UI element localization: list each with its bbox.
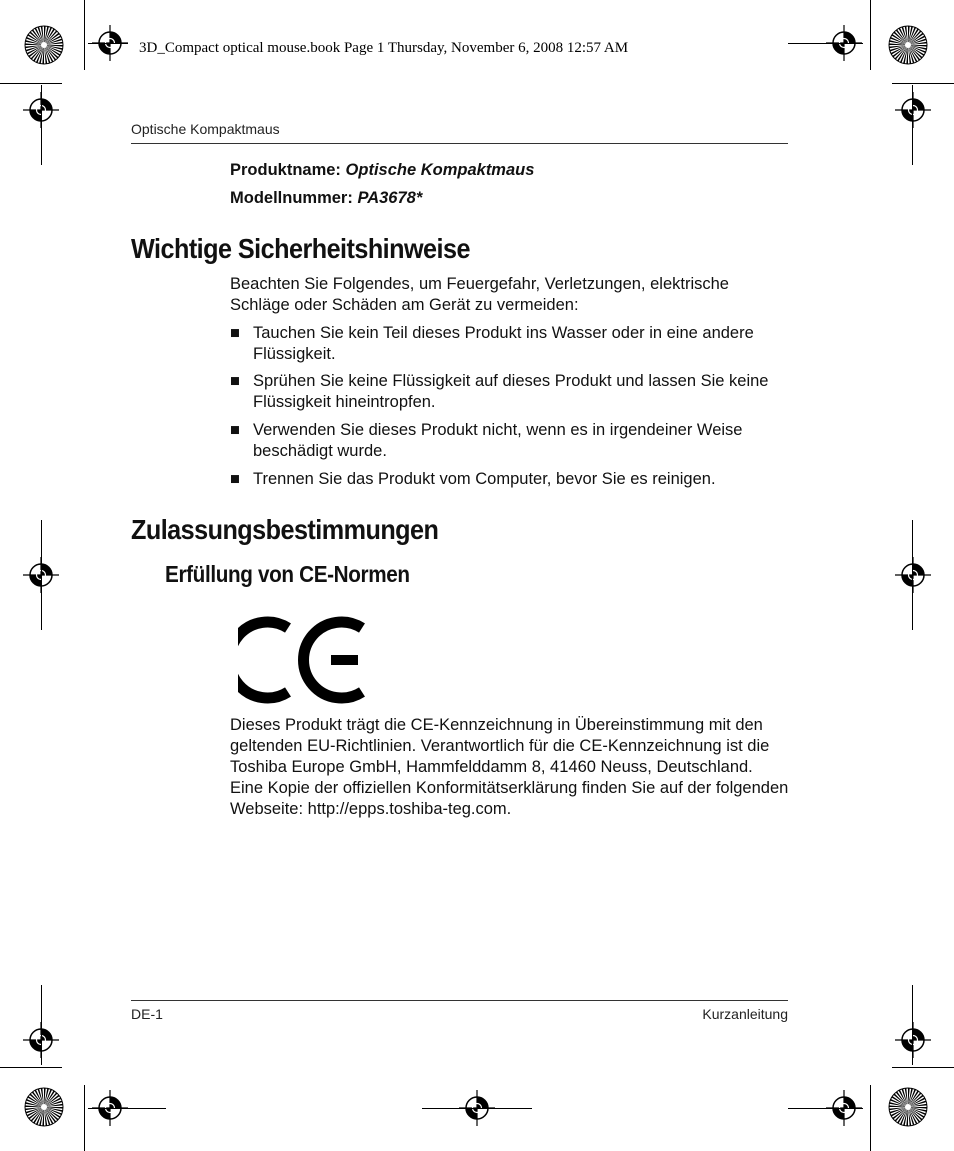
crop-line — [88, 43, 128, 44]
list-item — [230, 323, 790, 365]
product-name-line — [230, 161, 534, 180]
footer-rule — [131, 1000, 788, 1001]
header-rule — [131, 143, 788, 144]
crop-line — [422, 1108, 532, 1109]
crop-line — [88, 1108, 166, 1109]
safety-heading: Wichtige Sicherheitshinweise — [131, 233, 470, 264]
ce-subheading: Erfüllung von CE-Normen — [165, 561, 410, 587]
crop-line — [41, 85, 42, 165]
bullet-icon: ■ — [230, 421, 240, 439]
running-head: Optische Kompaktmaus — [131, 121, 280, 137]
list-item — [230, 420, 790, 462]
starburst-icon — [24, 1087, 64, 1127]
crop-line — [870, 0, 871, 70]
starburst-icon — [888, 1087, 928, 1127]
bullet-icon: ■ — [230, 470, 240, 488]
product-name-value: Optische Kompaktmaus — [345, 161, 535, 179]
list-item-text: Trennen Sie das Produkt vom Computer, bevor Sie es reinigen. — [253, 470, 716, 488]
ce-mark-icon — [238, 614, 366, 706]
crop-line — [912, 520, 913, 630]
bullet-icon: ■ — [230, 372, 240, 390]
crop-line — [892, 83, 954, 84]
list-item-text: Verwenden Sie dieses Produkt nicht, wenn es in irgendeiner Weise beschädigt wurde. — [253, 421, 743, 460]
model-number-line — [230, 189, 422, 208]
list-item — [230, 469, 790, 490]
print-header-slug: 3D_Compact optical mouse.book Page 1 Thursday, November 6, 2008 12:57 AM — [139, 40, 629, 56]
bullet-icon: ■ — [230, 324, 240, 342]
starburst-icon — [24, 25, 64, 65]
crop-line — [788, 1108, 863, 1109]
registration-mark-icon — [895, 1022, 931, 1058]
crop-line — [84, 1085, 85, 1151]
crop-line — [84, 0, 85, 70]
regulatory-heading: Zulassungsbestimmungen — [131, 514, 439, 545]
product-name-label: Produktname: — [230, 161, 341, 179]
ce-declaration-text: Dieses Produkt trägt die CE-Kennzeichnung in Übereinstimmung mit den geltenden EU-Richtlinien. Verantwortlich für die CE-Kennzeichnung ist die Toshiba Europe GmbH, Hammfelddamm 8, 41460 Neuss, Deutschland. Eine Kopie der offiziellen Konformitätserklärung finden Sie auf der folgenden Webseite: http://epps.toshiba-teg.com. — [230, 716, 789, 818]
crop-line — [0, 1067, 62, 1068]
list-item — [230, 371, 790, 413]
starburst-icon — [888, 25, 928, 65]
crop-line — [892, 1067, 954, 1068]
page-number: DE-1 — [131, 1006, 163, 1022]
safety-intro: Beachten Sie Folgendes, um Feuergefahr, Verletzungen, elektrische Schläge oder Schäden am Gerät zu vermeiden: — [230, 275, 729, 314]
model-number-label: Modellnummer: — [230, 189, 353, 207]
crop-line — [912, 985, 913, 1065]
list-item-text: Sprühen Sie keine Flüssigkeit auf dieses Produkt und lassen Sie keine Flüssigkeit hineintropfen. — [253, 372, 769, 411]
list-item-text: Tauchen Sie kein Teil dieses Produkt ins Wasser oder in eine andere Flüssigkeit. — [253, 324, 754, 363]
registration-mark-icon — [895, 92, 931, 128]
registration-mark-icon — [895, 557, 931, 593]
model-number-value: PA3678* — [357, 189, 423, 207]
crop-line — [41, 985, 42, 1065]
crop-line — [912, 85, 913, 165]
crop-line — [41, 520, 42, 630]
crop-line — [870, 1085, 871, 1151]
crop-line — [788, 43, 863, 44]
crop-line — [0, 83, 62, 84]
guide-name: Kurzanleitung — [702, 1006, 788, 1022]
